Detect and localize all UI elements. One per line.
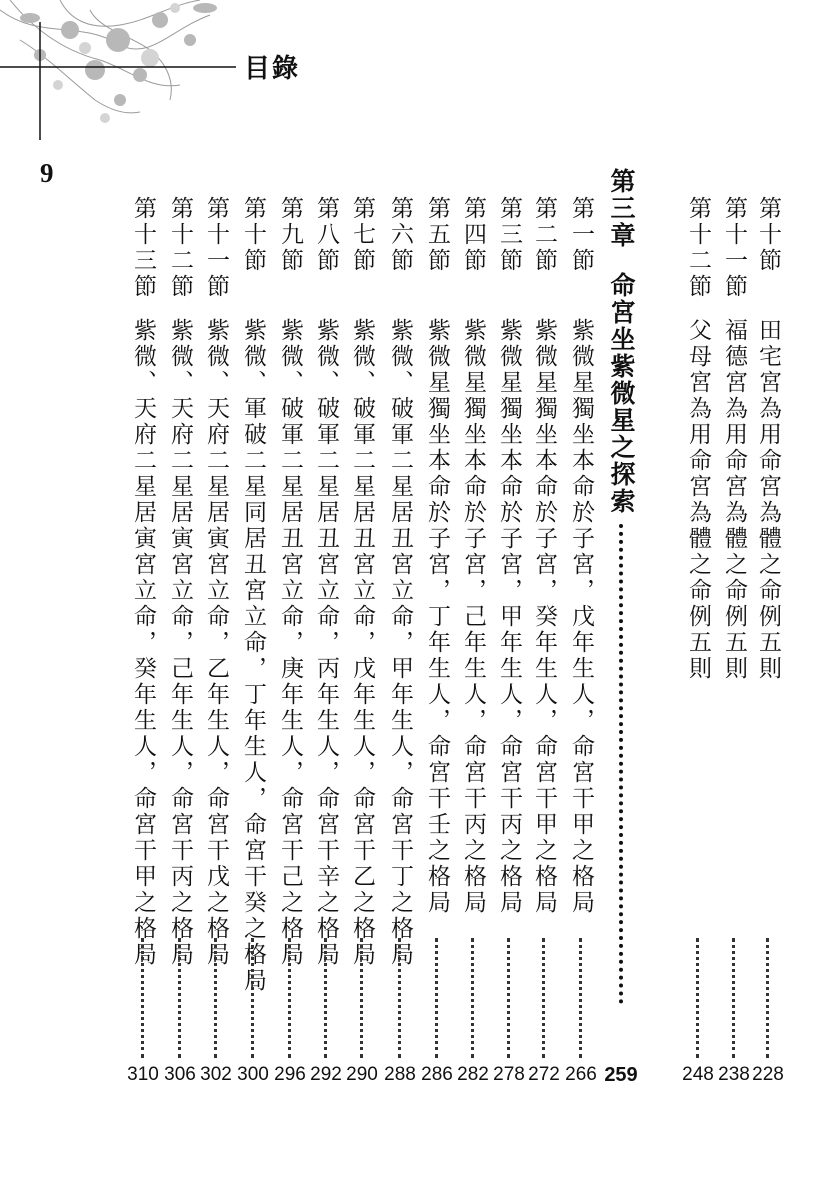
dot-leader (732, 938, 735, 1058)
section-label: 第十一節 (203, 196, 229, 300)
dot-leader (141, 938, 144, 1058)
section-title: 福德宮為用命宮為體之命例五則 (721, 318, 747, 682)
section-label: 第五節 (424, 196, 450, 274)
section-label: 第四節 (460, 196, 486, 274)
header-title: 目錄 (244, 54, 301, 84)
chapter-label: 第三章 (607, 168, 636, 249)
dot-leader (178, 938, 181, 1058)
page-ref: 278 (493, 1064, 525, 1085)
dot-leader (360, 938, 363, 1058)
page-ref: 259 (604, 1064, 638, 1086)
section-title: 紫微星獨坐本命於子宮，丁年生人，命宮干壬之格局 (424, 318, 450, 916)
page-number: 9 (40, 158, 54, 188)
section-label: 第六節 (387, 196, 413, 274)
page-ref: 272 (528, 1064, 560, 1085)
section-title: 紫微、天府二星居寅宮立命，癸年生人，命宮干甲之格局 (130, 318, 156, 968)
page-ref: 228 (752, 1064, 784, 1085)
page-ref: 282 (457, 1064, 489, 1085)
dot-leader (251, 938, 254, 1058)
section-label: 第八節 (313, 196, 339, 274)
section-label: 第十三節 (130, 196, 156, 300)
dot-leader (288, 938, 291, 1058)
dot-leader (766, 938, 769, 1058)
dot-leader (214, 938, 217, 1058)
section-label: 第十二節 (685, 196, 711, 300)
section-title: 紫微、破軍二星居丑宮立命，庚年生人，命宮干己之格局 (277, 318, 303, 968)
page-ref: 248 (682, 1064, 714, 1085)
page-ref: 306 (164, 1064, 196, 1085)
page-ref: 296 (274, 1064, 306, 1085)
section-title: 紫微、天府二星居寅宮立命，乙年生人，命宮干戊之格局 (203, 318, 229, 968)
section-title: 紫微、軍破二星同居丑宮立命，丁年生人，命宮干癸之格局 (240, 318, 266, 994)
section-title: 紫微星獨坐本命於子宮，己年生人，命宮干丙之格局 (460, 318, 486, 916)
section-title: 紫微、破軍二星居丑宮立命，戊年生人，命宮干乙之格局 (349, 318, 375, 968)
section-title: 紫微星獨坐本命於子宮，戊年生人，命宮干甲之格局 (568, 318, 594, 916)
section-title: 紫微星獨坐本命於子宮，癸年生人，命宮干甲之格局 (531, 318, 557, 916)
section-label: 第二節 (531, 196, 557, 274)
page-ref: 238 (718, 1064, 750, 1085)
dot-leader (435, 938, 438, 1058)
page-ref: 266 (565, 1064, 597, 1085)
dot-leader (507, 938, 510, 1058)
section-title: 紫微、破軍二星居丑宮立命，丙年生人，命宮干辛之格局 (313, 318, 339, 968)
section-label: 第十節 (240, 196, 266, 274)
section-label: 第十節 (755, 196, 781, 274)
page-ref: 286 (421, 1064, 453, 1085)
dot-leader (579, 938, 582, 1058)
page-ref: 300 (237, 1064, 269, 1085)
section-title: 父母宮為用命宮為體之命例五則 (685, 318, 711, 682)
dot-leader (619, 524, 623, 1004)
section-title: 紫微、破軍二星居丑宮立命，甲年生人，命宮干丁之格局 (387, 318, 413, 968)
page-ref: 292 (310, 1064, 342, 1085)
page-ref: 302 (200, 1064, 232, 1085)
section-title: 紫微星獨坐本命於子宮，甲年生人，命宮干丙之格局 (496, 318, 522, 916)
section-label: 第十二節 (167, 196, 193, 300)
dot-leader (398, 938, 401, 1058)
dot-leader (696, 938, 699, 1058)
section-title: 紫微、天府二星居寅宮立命，己年生人，命宮干丙之格局 (167, 318, 193, 968)
section-label: 第十一節 (721, 196, 747, 300)
section-label: 第九節 (277, 196, 303, 274)
chapter-title: 命宮坐紫微星之探索 (607, 272, 636, 515)
dot-leader (471, 938, 474, 1058)
dot-leader (324, 938, 327, 1058)
dot-leader (542, 938, 545, 1058)
page-ref: 288 (384, 1064, 416, 1085)
section-label: 第一節 (568, 196, 594, 274)
section-label: 第三節 (496, 196, 522, 274)
page-ref: 310 (127, 1064, 159, 1085)
section-label: 第七節 (349, 196, 375, 274)
section-title: 田宅宮為用命宮為體之命例五則 (755, 318, 781, 682)
page-ref: 290 (346, 1064, 378, 1085)
